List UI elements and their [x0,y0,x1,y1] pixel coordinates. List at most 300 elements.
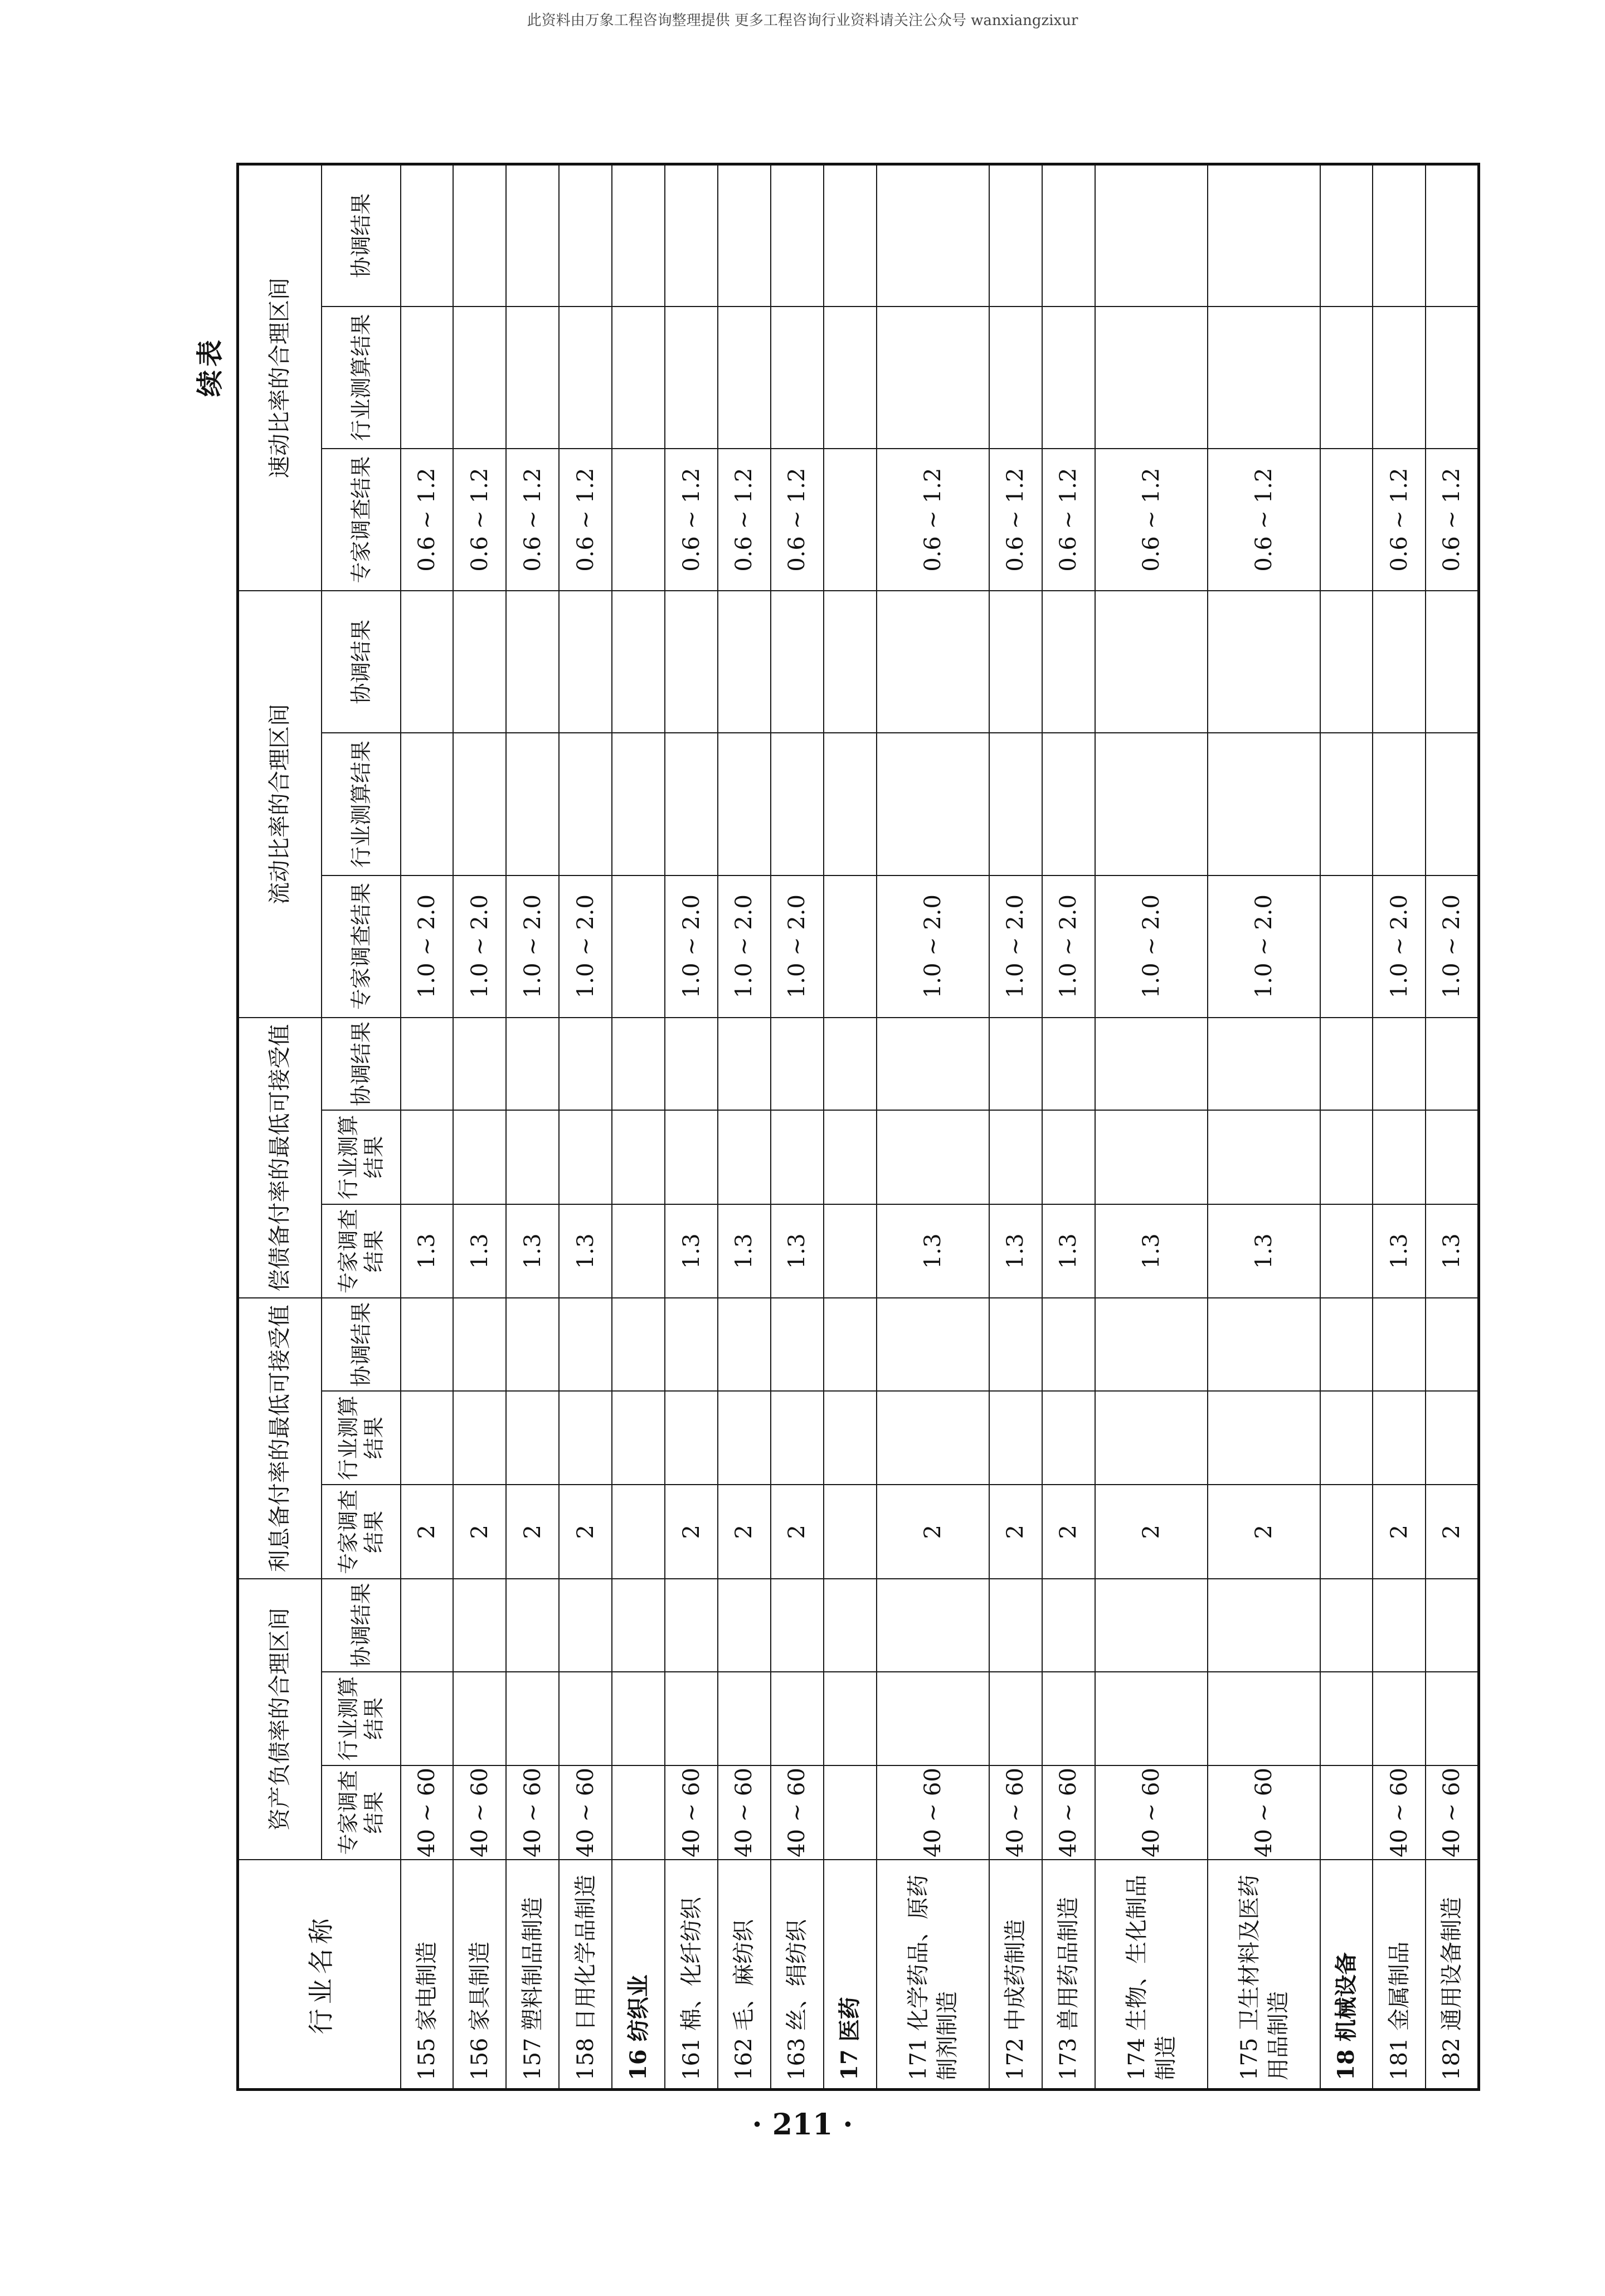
value-cell [1208,1391,1320,1485]
column-group-header: 利息备付率的最低可接受值 [238,1298,322,1579]
column-subheader: 协调结果 [322,1579,401,1671]
value-cell [989,733,1042,875]
value-cell [771,307,824,449]
value-cell [559,307,612,449]
value-cell [989,1579,1042,1671]
industry-ratio-table [236,163,1480,2091]
column-header-industry-name: 行业名称 [238,1860,401,2090]
value-cell [989,1018,1042,1110]
value-cell [1373,307,1426,449]
value-cell [453,164,506,307]
column-subheader: 专家调查结果 [322,449,401,591]
value-cell [877,1298,989,1390]
value-cell: 2 [989,1485,1042,1579]
value-cell: 1.3 [401,1204,454,1298]
value-cell: 40 ~ 60 [559,1765,612,1860]
value-cell: 2 [1095,1485,1208,1579]
value-cell [1095,1110,1208,1204]
value-cell [559,1298,612,1390]
value-cell: 0.6 ~ 1.2 [453,449,506,591]
value-cell [877,1110,989,1204]
value-cell [1426,1672,1478,1766]
value-cell [612,1485,665,1579]
value-cell [1373,733,1426,875]
value-cell [665,1579,718,1671]
value-cell: 40 ~ 60 [1095,1765,1208,1860]
value-cell [989,307,1042,449]
value-cell: 0.6 ~ 1.2 [1042,449,1095,591]
value-cell [989,1672,1042,1766]
value-cell [1426,1018,1478,1110]
column-subheader: 协调结果 [322,1018,401,1110]
value-cell: 1.0 ~ 2.0 [989,875,1042,1018]
value-cell: 2 [771,1485,824,1579]
column-subheader: 协调结果 [322,1298,401,1390]
value-cell: 1.3 [1042,1204,1095,1298]
table-row [401,164,454,2090]
value-cell: 40 ~ 60 [877,1765,989,1860]
value-cell [1095,164,1208,307]
value-cell: 1.3 [1426,1204,1478,1298]
value-cell [1042,1579,1095,1671]
value-cell [824,591,877,733]
column-subheader: 专家调查结果 [322,875,401,1018]
industry-name-cell: 18 机械设备 [1320,1860,1373,2090]
column-group-header: 资产负债率的合理区间 [238,1579,322,1860]
value-cell [989,1298,1042,1390]
rotated-table-stage [194,163,1480,2091]
value-cell [1042,307,1095,449]
value-cell: 2 [401,1485,454,1579]
value-cell [665,1672,718,1766]
value-cell [1320,1765,1373,1860]
industry-name-cell: 158 日用化学品制造 [559,1860,612,2090]
table-row [718,164,771,2090]
value-cell [506,307,559,449]
industry-name-cell: 181 金属制品 [1373,1860,1426,2090]
value-cell [506,733,559,875]
value-cell: 40 ~ 60 [771,1765,824,1860]
value-cell: 1.3 [877,1204,989,1298]
value-cell [612,1018,665,1110]
value-cell: 1.3 [1373,1204,1426,1298]
value-cell [1095,1018,1208,1110]
value-cell: 1.3 [718,1204,771,1298]
value-cell: 0.6 ~ 1.2 [401,449,454,591]
value-cell [1373,1018,1426,1110]
value-cell [1095,591,1208,733]
value-cell: 1.3 [1095,1204,1208,1298]
header-note: 此资料由万象工程咨询整理提供 更多工程咨询行业资料请关注公众号 wanxiangzixur [527,12,1078,29]
value-cell [1373,591,1426,733]
value-cell [1373,1672,1426,1766]
value-cell [1208,1579,1320,1671]
value-cell: 1.3 [665,1204,718,1298]
value-cell [1042,1391,1095,1485]
value-cell: 1.3 [989,1204,1042,1298]
value-cell [1426,307,1478,449]
value-cell [612,875,665,1018]
value-cell [612,1672,665,1766]
industry-name-cell: 171 化学药品、原药制剂制造 [877,1860,989,2090]
value-cell [401,1298,454,1390]
value-cell: 40 ~ 60 [665,1765,718,1860]
rotated-table-frame [194,163,1480,2091]
value-cell: 1.3 [453,1204,506,1298]
value-cell [506,1579,559,1671]
value-cell [1320,1018,1373,1110]
value-cell [1320,1298,1373,1390]
value-cell: 1.3 [1208,1204,1320,1298]
header-row-subheaders [322,164,401,2090]
value-cell: 40 ~ 60 [989,1765,1042,1860]
table-row [612,164,665,2090]
value-cell [401,1018,454,1110]
value-cell: 1.0 ~ 2.0 [1095,875,1208,1018]
table-row [824,164,877,2090]
value-cell [1373,1110,1426,1204]
value-cell [401,307,454,449]
industry-name-cell: 155 家电制造 [401,1860,454,2090]
value-cell [559,591,612,733]
value-cell [771,164,824,307]
value-cell [877,1391,989,1485]
value-cell [506,164,559,307]
value-cell [1426,591,1478,733]
value-cell [1320,1485,1373,1579]
value-cell [1208,307,1320,449]
value-cell: 0.6 ~ 1.2 [989,449,1042,591]
table-row [665,164,718,2090]
value-cell [1042,1672,1095,1766]
header-row-groups [238,164,322,2090]
value-cell: 2 [1042,1485,1095,1579]
value-cell [1095,1298,1208,1390]
value-cell [1095,1391,1208,1485]
value-cell [1095,733,1208,875]
value-cell [824,1579,877,1671]
value-cell [1426,1391,1478,1485]
value-cell: 40 ~ 60 [718,1765,771,1860]
table-row [559,164,612,2090]
value-cell [1320,1204,1373,1298]
value-cell [665,164,718,307]
value-cell [612,449,665,591]
value-cell [1095,307,1208,449]
value-cell: 1.0 ~ 2.0 [877,875,989,1018]
value-cell: 2 [506,1485,559,1579]
value-cell: 0.6 ~ 1.2 [877,449,989,591]
table-body [401,164,1479,2090]
value-cell [771,1579,824,1671]
value-cell [612,591,665,733]
value-cell: 1.0 ~ 2.0 [718,875,771,1018]
value-cell [771,1298,824,1390]
column-subheader: 专家调查结果 [322,1485,401,1579]
value-cell [1320,733,1373,875]
value-cell: 2 [877,1485,989,1579]
value-cell [824,1298,877,1390]
industry-name-cell: 173 兽用药品制造 [1042,1860,1095,2090]
value-cell [718,591,771,733]
value-cell [401,1579,454,1671]
industry-name-cell: 156 家具制造 [453,1860,506,2090]
column-group-header: 偿债备付率的最低可接受值 [238,1018,322,1298]
value-cell [559,1672,612,1766]
value-cell [612,164,665,307]
value-cell [559,164,612,307]
value-cell [824,1391,877,1485]
column-subheader: 行业测算结果 [322,1391,401,1485]
value-cell: 1.0 ~ 2.0 [1426,875,1478,1018]
value-cell [1426,1110,1478,1204]
value-cell: 1.0 ~ 2.0 [1208,875,1320,1018]
value-cell [989,1391,1042,1485]
value-cell [453,1672,506,1766]
value-cell [453,591,506,733]
value-cell [401,1672,454,1766]
value-cell [559,1579,612,1671]
value-cell [1426,733,1478,875]
industry-name-cell: 162 毛、麻纺织 [718,1860,771,2090]
table-row [877,164,989,2090]
value-cell [1042,1298,1095,1390]
value-cell [718,733,771,875]
value-cell [506,1391,559,1485]
industry-name-cell: 172 中成药制造 [989,1860,1042,2090]
value-cell [453,1579,506,1671]
value-cell [771,1110,824,1204]
value-cell [1208,1672,1320,1766]
value-cell [824,1672,877,1766]
value-cell: 0.6 ~ 1.2 [718,449,771,591]
value-cell [506,591,559,733]
value-cell [401,1110,454,1204]
value-cell [1042,164,1095,307]
value-cell [989,1110,1042,1204]
value-cell: 40 ~ 60 [1426,1765,1478,1860]
value-cell [1095,1579,1208,1671]
value-cell [1320,1579,1373,1671]
value-cell [718,1391,771,1485]
value-cell [612,1298,665,1390]
value-cell [612,733,665,875]
value-cell [718,1579,771,1671]
page-number: · 211 · [752,2108,853,2142]
value-cell [718,1298,771,1390]
value-cell [718,1110,771,1204]
value-cell [559,733,612,875]
value-cell [1320,875,1373,1018]
value-cell: 1.3 [771,1204,824,1298]
table-row [506,164,559,2090]
value-cell [1042,733,1095,875]
value-cell [824,875,877,1018]
value-cell: 1.0 ~ 2.0 [453,875,506,1018]
value-cell [771,733,824,875]
table-row [1320,164,1373,2090]
industry-name-cell: 17 医药 [824,1860,877,2090]
value-cell [612,1579,665,1671]
industry-name-cell: 182 通用设备制造 [1426,1860,1478,2090]
value-cell [612,1391,665,1485]
value-cell [559,1110,612,1204]
value-cell [1320,1672,1373,1766]
column-subheader: 专家调查结果 [322,1204,401,1298]
column-subheader: 行业测算结果 [322,733,401,875]
value-cell [665,1391,718,1485]
table-row [1042,164,1095,2090]
value-cell [1320,449,1373,591]
value-cell: 2 [1426,1485,1478,1579]
value-cell: 1.0 ~ 2.0 [665,875,718,1018]
value-cell [1426,164,1478,307]
value-cell [824,449,877,591]
value-cell [1208,591,1320,733]
value-cell [824,1204,877,1298]
value-cell [1426,1579,1478,1671]
value-cell [1373,1298,1426,1390]
value-cell: 1.3 [506,1204,559,1298]
value-cell: 40 ~ 60 [1208,1765,1320,1860]
value-cell: 2 [718,1485,771,1579]
value-cell [1095,1672,1208,1766]
value-cell: 0.6 ~ 1.2 [559,449,612,591]
value-cell [1320,591,1373,733]
value-cell [824,164,877,307]
value-cell [401,164,454,307]
value-cell: 0.6 ~ 1.2 [1426,449,1478,591]
value-cell [718,1672,771,1766]
industry-name-cell: 174 生物、生化制品制造 [1095,1860,1208,2090]
value-cell [1208,733,1320,875]
value-cell [453,1298,506,1390]
value-cell [506,1110,559,1204]
value-cell: 0.6 ~ 1.2 [506,449,559,591]
value-cell: 40 ~ 60 [401,1765,454,1860]
industry-name-cell: 163 丝、绢纺织 [771,1860,824,2090]
value-cell [718,1018,771,1110]
value-cell [1042,1110,1095,1204]
value-cell: 0.6 ~ 1.2 [1095,449,1208,591]
value-cell [1042,1018,1095,1110]
value-cell [665,1018,718,1110]
value-cell [1320,164,1373,307]
value-cell [401,1391,454,1485]
value-cell [1320,307,1373,449]
value-cell [1208,164,1320,307]
value-cell [665,307,718,449]
value-cell [665,591,718,733]
table-row [1208,164,1320,2090]
value-cell: 1.0 ~ 2.0 [1373,875,1426,1018]
value-cell [824,733,877,875]
industry-name-cell: 16 纺织业 [612,1860,665,2090]
value-cell [612,1204,665,1298]
value-cell [506,1298,559,1390]
value-cell [877,733,989,875]
value-cell [612,1765,665,1860]
value-cell: 40 ~ 60 [506,1765,559,1860]
value-cell [1426,1298,1478,1390]
value-cell: 40 ~ 60 [453,1765,506,1860]
value-cell [877,1018,989,1110]
table-row [1373,164,1426,2090]
value-cell [1373,1579,1426,1671]
value-cell [824,1765,877,1860]
value-cell [1208,1110,1320,1204]
table-row [1426,164,1478,2090]
industry-name-cell: 157 塑料制品制造 [506,1860,559,2090]
value-cell [824,1018,877,1110]
value-cell: 1.0 ~ 2.0 [401,875,454,1018]
industry-name-cell: 175 卫生材料及医药用品制造 [1208,1860,1320,2090]
value-cell [665,1110,718,1204]
continuation-title: 续表 [194,336,226,397]
value-cell [718,307,771,449]
value-cell: 1.3 [559,1204,612,1298]
value-cell [612,307,665,449]
value-cell [401,733,454,875]
value-cell: 40 ~ 60 [1042,1765,1095,1860]
table-row [1095,164,1208,2090]
value-cell [718,164,771,307]
value-cell [1208,1298,1320,1390]
value-cell: 0.6 ~ 1.2 [665,449,718,591]
value-cell [824,1485,877,1579]
value-cell: 2 [665,1485,718,1579]
value-cell [612,1110,665,1204]
value-cell [1042,591,1095,733]
value-cell [877,164,989,307]
value-cell [665,733,718,875]
column-subheader: 行业测算结果 [322,1672,401,1766]
value-cell [453,1110,506,1204]
value-cell [1373,1391,1426,1485]
value-cell [771,1018,824,1110]
value-cell [506,1672,559,1766]
column-subheader: 行业测算结果 [322,1110,401,1204]
value-cell [1320,1391,1373,1485]
table-row [771,164,824,2090]
value-cell [453,733,506,875]
value-cell [506,1018,559,1110]
value-cell [453,1391,506,1485]
value-cell: 0.6 ~ 1.2 [771,449,824,591]
value-cell [771,1391,824,1485]
column-group-header: 速动比率的合理区间 [238,164,322,591]
value-cell [877,1672,989,1766]
value-cell [771,1672,824,1766]
value-cell: 1.0 ~ 2.0 [771,875,824,1018]
value-cell: 2 [1373,1485,1426,1579]
value-cell: 0.6 ~ 1.2 [1208,449,1320,591]
value-cell: 1.0 ~ 2.0 [506,875,559,1018]
value-cell [401,591,454,733]
value-cell [453,307,506,449]
industry-name-cell: 161 棉、化纤纺织 [665,1860,718,2090]
value-cell [1208,1018,1320,1110]
value-cell [877,1579,989,1671]
value-cell: 2 [559,1485,612,1579]
column-subheader: 专家调查结果 [322,1765,401,1860]
value-cell [559,1018,612,1110]
column-group-header: 流动比率的合理区间 [238,591,322,1018]
table-row [453,164,506,2090]
table-row [989,164,1042,2090]
value-cell: 0.6 ~ 1.2 [1373,449,1426,591]
value-cell [824,307,877,449]
